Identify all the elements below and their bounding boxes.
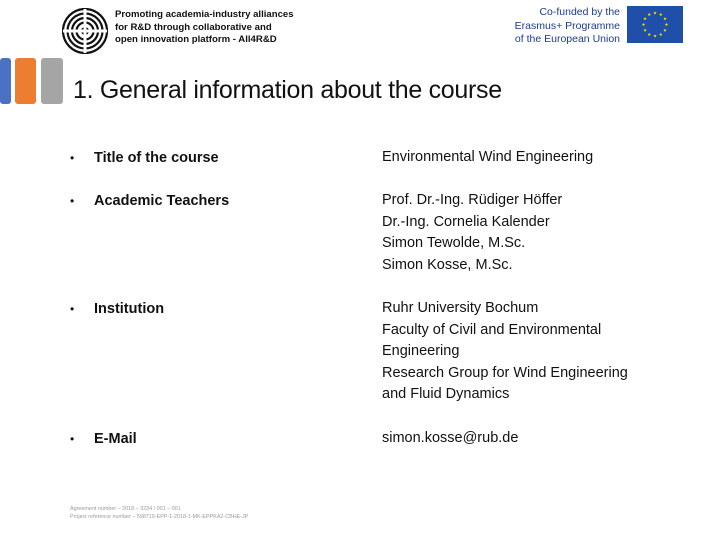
value-line: Environmental Wind Engineering xyxy=(382,149,594,165)
agreement-number: Agreement number – 2018 – 3234 / 001 – 001 xyxy=(70,506,181,512)
row-label: E-Mail xyxy=(94,431,137,447)
value-line: Prof. Dr.-Ing. Rüdiger Höffer xyxy=(382,192,563,208)
row-value xyxy=(382,428,682,450)
value-line: and Fluid Dynamics xyxy=(382,386,510,403)
value-line: Engineering xyxy=(382,343,460,360)
row-label: Title of the course xyxy=(94,150,219,166)
project-reference-number: Project reference number – 598719-EPP-1-2018-1-MK-EPPKA2-CBHE-JP xyxy=(70,514,249,520)
cofund-line: Erasmus+ Programme xyxy=(514,19,620,32)
value-line: Faculty of Civil and Environmental xyxy=(382,321,602,338)
project-line: Promoting academia-industry alliances xyxy=(115,9,294,20)
value-line: Dr.-Ing. Cornelia Kalender xyxy=(382,213,550,230)
row-label: Institution xyxy=(94,301,165,317)
bullet: • xyxy=(70,302,75,316)
row-value xyxy=(382,147,682,169)
row-value xyxy=(382,298,682,406)
slide-footer xyxy=(70,505,248,521)
bullet: • xyxy=(70,432,75,446)
row-label: Academic Teachers xyxy=(94,193,230,209)
bullet: • xyxy=(70,194,75,208)
project-line: open innovation platform - All4R&D xyxy=(115,34,277,45)
value-line: Simon Kosse, M.Sc. xyxy=(382,256,513,273)
value-line: Research Group for Wind Engineering xyxy=(382,364,628,381)
cofund-line: of the European Union xyxy=(514,33,620,45)
bullet: • xyxy=(70,151,75,165)
row-value xyxy=(382,190,682,276)
email-value: simon.kosse@rub.de xyxy=(382,430,519,446)
value-line: Ruhr University Bochum xyxy=(382,300,539,316)
cofund-line: Co-funded by the xyxy=(539,6,620,18)
project-line: for R&D through collaborative and xyxy=(115,21,272,33)
slide-title: 1. General information about the course xyxy=(73,76,502,104)
value-line: Simon Tewolde, M.Sc. xyxy=(382,235,526,252)
